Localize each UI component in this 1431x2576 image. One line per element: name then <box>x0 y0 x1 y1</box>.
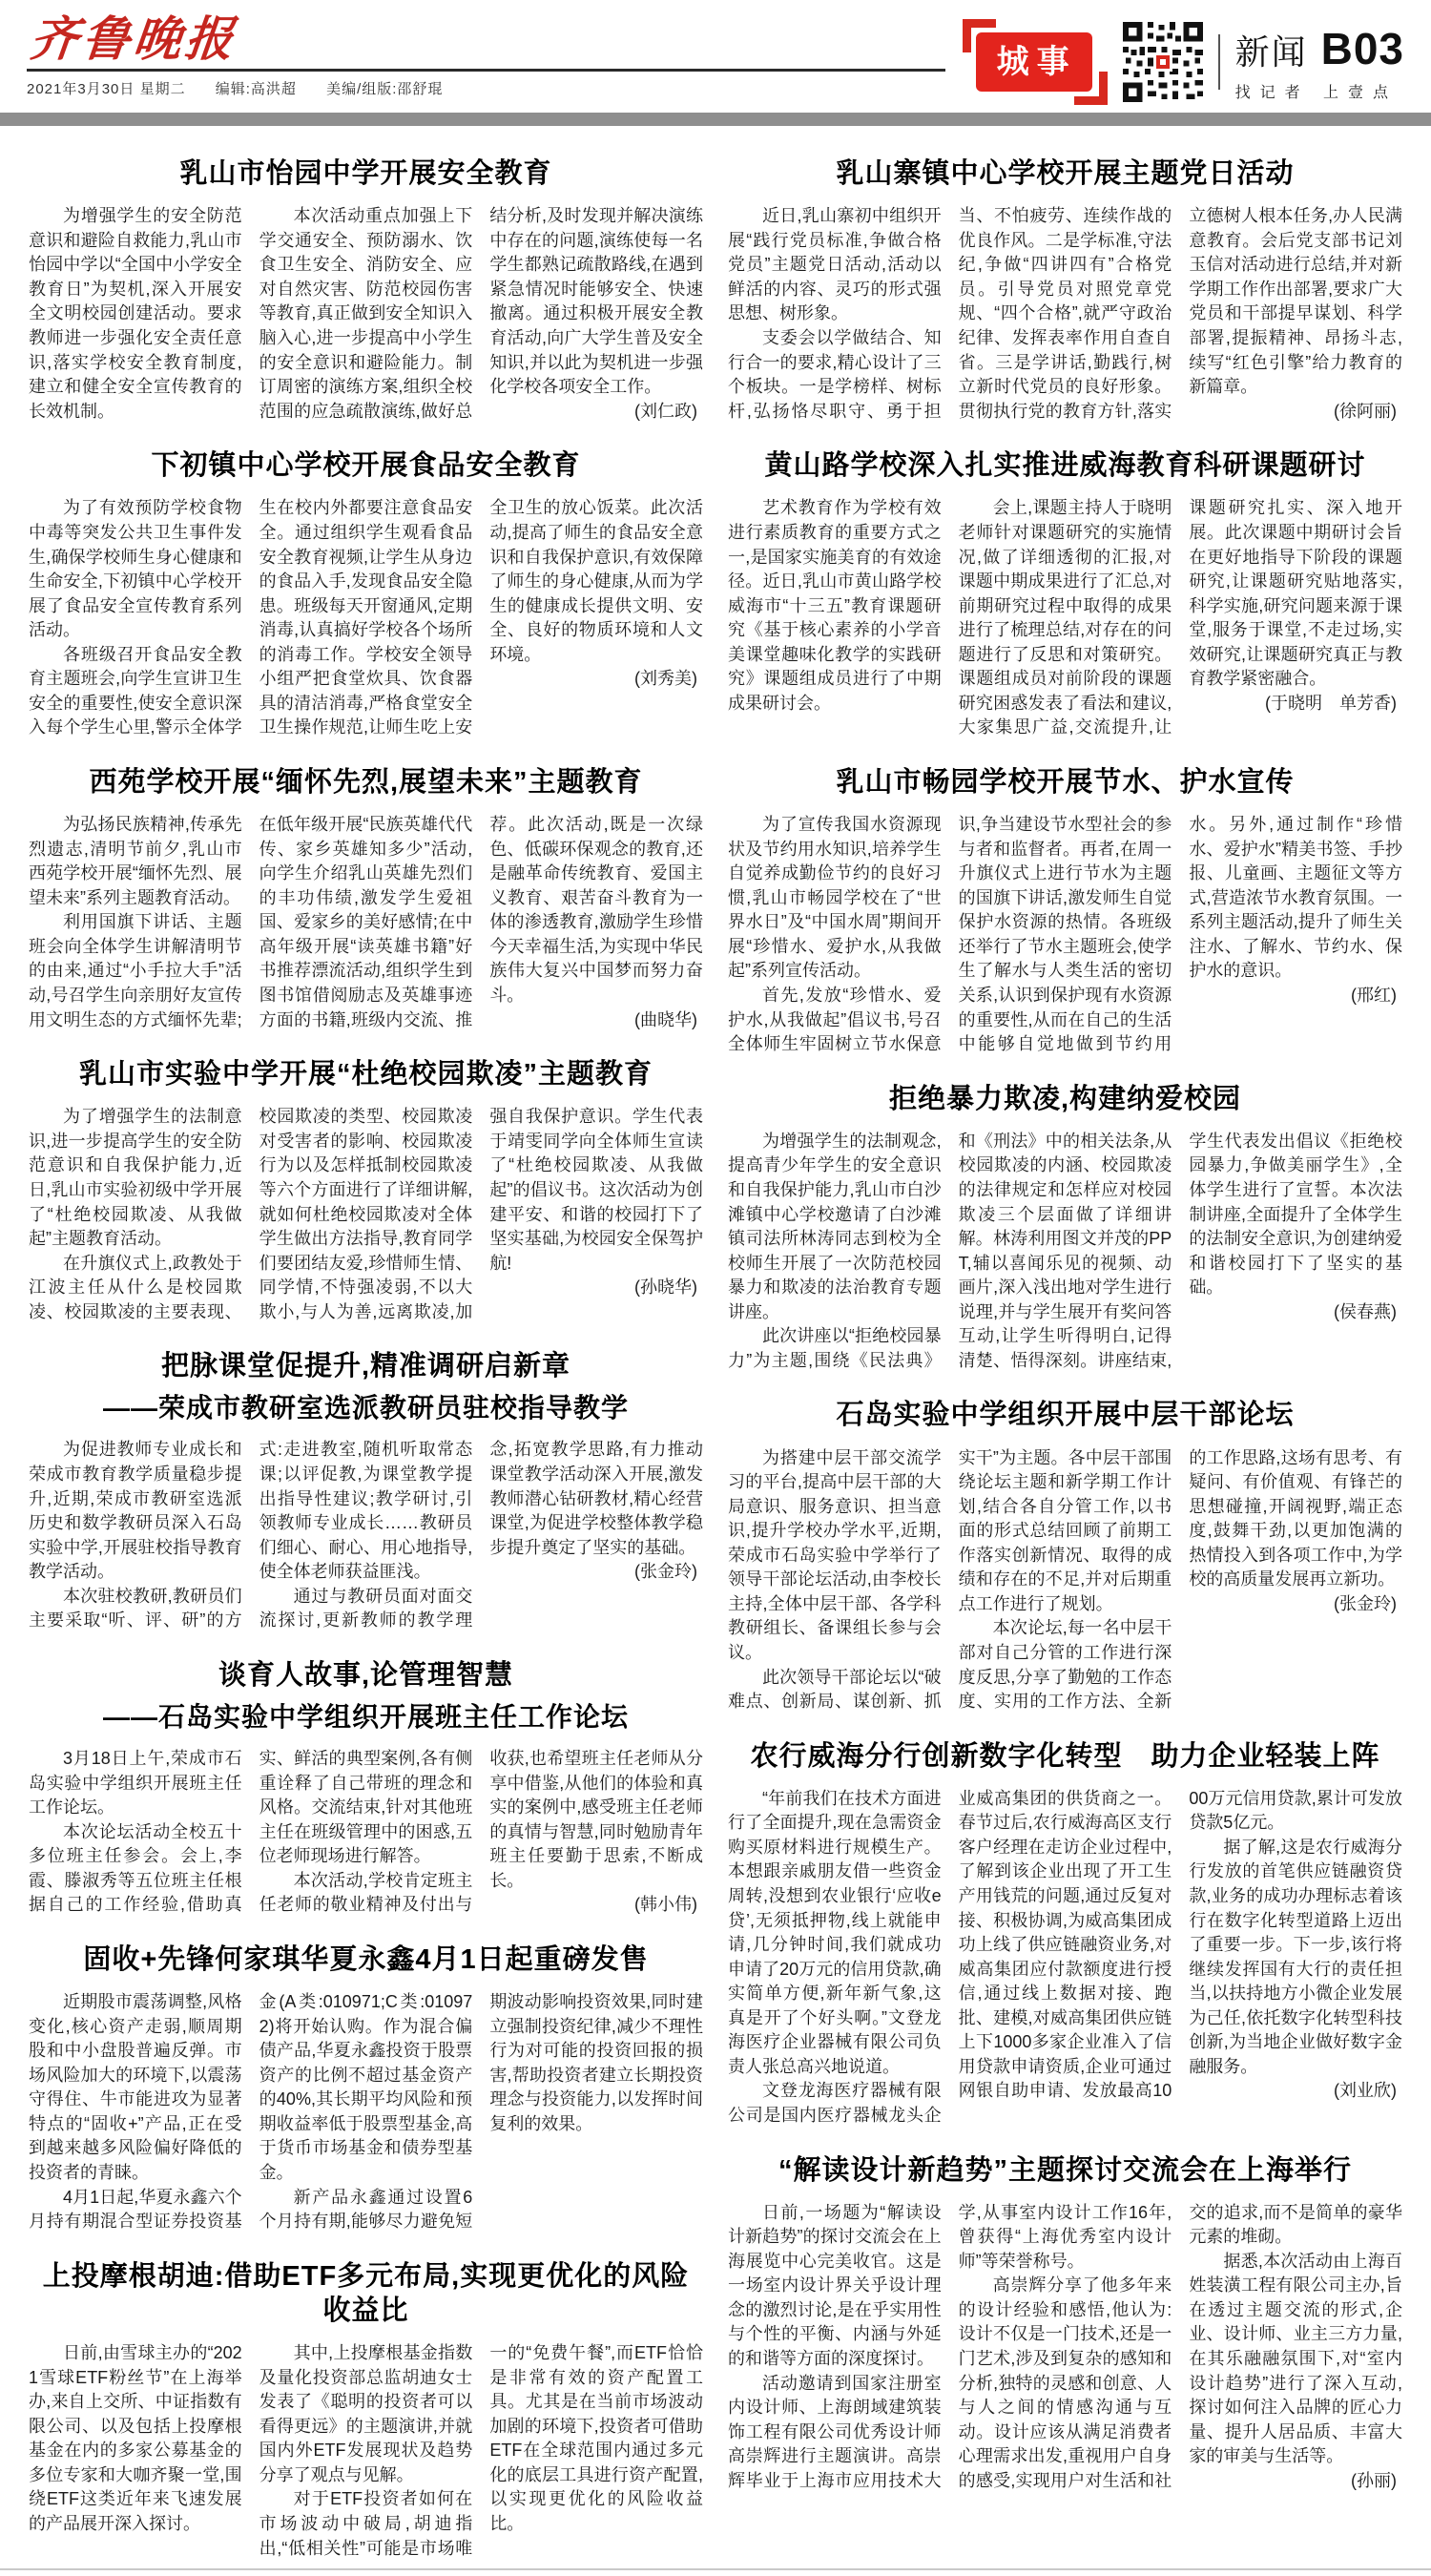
article-signature: (刘秀美) <box>633 669 697 689</box>
layout-editor-text: 美编/组版:邵舒琨 <box>326 81 444 97</box>
article-signature: (刘业欣) <box>1333 2081 1397 2101</box>
article-title: 拒绝暴力欺凌,构建纳爱校园 <box>888 1083 1242 1114</box>
article <box>728 1739 1402 2129</box>
article-paragraph: 为增强学生的安全防范意识和避险自救能力,乳山市怡园中学以“全国中小学安全教育日”为契机,深入开展安全文明校园创建活动。要求教师进一步强化安全责任意识,落实学校安全教育制度,建立和健全安全宣传教育的长效机制。 <box>29 206 242 421</box>
article-paragraph: 此次讲座以“拒绝校园暴力”为主题,围绕《民法典》和《刑法》中的相关法条,从校园欺凌的内涵、校园欺凌的法律规定和怎样应对校园欺凌三个层面做了详细讲解。林涛利用图文并茂的PPT,辅以喜闻乐见的视频、动画片,深入浅出地对学生进行说理,并与学生展开有奖问答互动,让学生听得明白,记得清楚、悟得深刻。讲座结束,学生代表发出倡议《拒绝校园暴力,争做美丽学生》,全体学生进行了宣誓。本次法制讲座,全面提升了全体学生的法制安全意识,为创建纳爱和谐校园打下了坚实的基础。 <box>728 1131 1402 1370</box>
article-signature: (孙晓华) <box>633 1278 697 1298</box>
article-paragraph: 会上,课题主持人于晓明老师针对课题研究的实施情况,做了详细透彻的汇报,对课题中期成果进行了汇总,对前期研究过程中取得的成果进行了梳理总结,对存在的问题进行了反思和对策研究。课题组成员对前阶段的课题研究困惑发表了看法和建议,大家集思广益,交流提升,让课题研究扎实、深入地开展。此次课题中期研讨会旨在更好地指导下阶段的课题研究,让课题研究贴地落实,科学实施,研究问题来源于课堂,服务于课堂,不走过场,实效研究,让课题研究真正与教育教学紧密融合。 <box>958 498 1402 737</box>
article <box>29 1658 703 1918</box>
article-body <box>728 1787 1402 2129</box>
article-body <box>29 813 703 1032</box>
article-body <box>29 1747 703 1918</box>
article-signature: (邢红) <box>1350 985 1397 1005</box>
masthead-right <box>963 11 1404 105</box>
article-signature: (曲晓华) <box>633 1009 697 1029</box>
article-paragraph: 此次领导干部论坛以“破难点、创新局、谋创新、抓实干”为主题。各中层干部围绕论坛主题和新学期工作计划,结合各自分管工作,以书面的形式总结回顾了前期工作落实创新情况、取得的成绩和存在的不足,并对后期重点工作进行了规划。 <box>728 1447 1172 1712</box>
section-badge: 城事 <box>976 32 1092 92</box>
article-paragraph: 新产品永鑫通过设置6个月持有期,能够尽力避免短期波动影响投资效果,同时建立强制投资纪律,减少不理性行为对可能的投资回报的损害,帮助投资者建立长期投资理念与投资能力,以发挥时间复利的效果。 <box>259 1992 703 2232</box>
qr-code-icon <box>1123 22 1203 102</box>
article-title: 乳山市怡园中学开展安全教育 <box>179 158 552 189</box>
article-signature: (张金玲) <box>1333 1593 1397 1613</box>
tagline: 找记者 上壹点 <box>1234 84 1399 101</box>
article-title: 乳山市畅园学校开展节水、护水宣传 <box>836 766 1295 798</box>
article-title: “解读设计新趋势”主题探讨交流会在上海举行 <box>778 2154 1352 2186</box>
article-paragraph: 本次活动,学校肯定班主任老师的敬业精神及付出与收获,也希望班主任老师从分享中借鉴,从他们的体验和真实的案例中,感受班主任老师的真情与智慧,同时勉励青年班主任要勤于思索,不断成长。 <box>259 1749 703 1915</box>
article <box>29 765 703 1032</box>
section-badge-wrap <box>963 19 1108 105</box>
article-title: 固收+先锋何家琪华夏永鑫4月1日起重磅发售 <box>83 1943 649 1975</box>
article-title: 把脉课堂促提升,精准调研启新章 <box>160 1351 571 1382</box>
article-paragraph: 利用国旗下讲话、主题班会向全体学生讲解清明节的由来,通过“小手拉大手”活动,号召学生向亲朋好友宣传用文明生态的方式缅怀先辈;在低年级开展“民族英雄代代传、家乡英雄知多少”活动,向学生介绍乳山英雄先烈们的丰功伟绩,激发学生爱祖国、爱家乡的美好感情;在中高年级开展“读英雄书籍”好书推荐漂流活动,组织学生到图书馆借阅励志及英雄事迹方面的书籍,班级内交流、推荐。此次活动,既是一次绿色、低碳环保观念的教育,还是融革命传统教育、爱国主义教育、艰苦奋斗教育为一体的渗透教育,激励学生珍惜今天幸福生活,为实现中华民族伟大复兴中国梦而努力奋斗。 <box>29 815 703 1029</box>
article-body <box>728 2201 1402 2494</box>
page-info <box>1235 23 1404 102</box>
article-paragraph: 高崇辉分享了他多年来的设计经验和感悟,他认为:设计不仅是一门技术,还是一门艺术,涉及到复杂的感知和分析,独特的灵感和创意、人与人之间的情感沟通与互动。设计应该从满足消费者心理需求出发,重视用户自身的感受,实现用户对生活和社交的追求,而不是简单的豪华元素的堆砌。 <box>958 2202 1402 2490</box>
article-paragraph: 通过与教研员面对面交流探讨,更新教师的教学理念,拓宽教学思路,有力推动课堂教学活动深入开展,激发教师潜心钻研教材,精心经营课堂,为促进学校整体教学稳步提升奠定了坚实的基础。 <box>259 1440 703 1631</box>
article <box>728 2153 1402 2494</box>
article-signature: (侯春燕) <box>1333 1301 1397 1321</box>
article <box>29 2259 703 2561</box>
article-paragraph: 首先,发放“珍惜水、爱护水,从我做起”倡议书,号召全体师生牢固树立节水保意识,争当建设节水型社会的参与者和监督者。再者,在周一升旗仪式上进行节水为主题的国旗下讲话,激发师生自觉保护水资源的热情。各班级还举行了节水主题班会,使学生了解水与人类生活的密切关系,认识到保护现有水资源的重要性,从而在自己的生活中能够自觉地做到节约用水。另外,通过制作“珍惜水、爱护水”精美书签、手抄报、儿童画、主题征文等方式,营造浓节水教育氛围。一系列主题活动,提升了师生关注水、了解水、节约水、保护水的意识。 <box>728 815 1402 1054</box>
article-paragraph: 为弘扬民族精神,传承先烈遗志,清明节前夕,乳山市西苑学校开展“缅怀先烈、展望未来”系列主题教育活动。 <box>29 815 242 907</box>
editor-text: 编辑:高洪超 <box>215 81 297 97</box>
newspaper-logo: 齐鲁晚报 <box>28 12 239 66</box>
paper-body <box>0 126 1431 2576</box>
article <box>728 765 1402 1057</box>
article <box>29 156 703 424</box>
article-title: 上投摩根胡迪:借助ETF多元布局,实现更优化的风险收益比 <box>42 2260 690 2326</box>
article-subtitle: ——荣成市教研室选派教研员驻校指导教学 <box>102 1393 629 1423</box>
article-paragraph: 文登龙海医疗器械有限公司是国内医疗器械龙头企业威高集团的供货商之一。春节过后,农行威海高区支行客户经理在走访企业过程中,了解到该企业出现了开工生产用钱荒的问题,通过反复对接、积极协调,为威高集团成功上线了供应链融资业务,对威高集团应付款额度进行授信,通过线上数据对接、跑批、建模,对威高集团供应链上下1000多家企业准入了信用贷款申请资质,企业可通过网银自助申请、发放最高1000万元信用贷款,累计可发放贷款5亿元。 <box>728 1788 1402 2125</box>
article-paragraph: 本次驻校教研,教研员们主要采取“听、评、研”的方式:走进教室,随机听取常态课;以评促教,为课堂教学提出指导性建议;教学研讨,引领教师专业成长……教研员们细心、耐心、用心地指导,使全体老师获益匪浅。 <box>29 1440 473 1631</box>
article-body <box>29 1105 703 1324</box>
corner-bracket-icon <box>963 19 996 52</box>
article <box>29 1942 703 2234</box>
article-paragraph: 活动邀请到国家注册室内设计师、上海朗域建筑装饰工程有限公司优秀设计师高崇辉进行主题演讲。高崇辉毕业于上海市应用技术大学,从事室内设计工作16年,曾获得“上海优秀室内设计师”等荣誉称号。 <box>728 2202 1172 2490</box>
article <box>728 448 1402 740</box>
article-paragraph: 日前,由雪球主办的“2021雪球ETF粉丝节”在上海举办,来自上交所、中证指数有限公司、以及包括上投摩根基金在内的多家公募基金的多位专家和大咖齐聚一堂,围绕ETF这类近年来飞速发展的产品展开深入探讨。 <box>29 2343 242 2533</box>
section-divider-bar <box>0 113 1431 126</box>
article-body <box>728 1446 1402 1714</box>
article <box>728 156 1402 424</box>
article-body <box>29 1438 703 1632</box>
article-title: 黄山路学校深入扎实推进威海教育科研课题研讨 <box>764 450 1366 482</box>
masthead-left <box>27 11 963 98</box>
article-paragraph: 日前,一场题为“解读设计新趋势”的探讨交流会在上海展览中心完美收官。这是一场室内设计界关乎设计理念的激烈讨论,是在乎实用性与个性的平衡、内涵与外延的和谐等方面的深度探讨。 <box>728 2202 942 2369</box>
article-title: 下初镇中心学校开展食品安全教育 <box>151 450 581 482</box>
article-title: 农行威海分行创新数字化转型 助力企业轻装上阵 <box>750 1740 1380 1772</box>
article-signature: (刘仁政) <box>633 401 697 421</box>
article-subtitle: ——石岛实验中学组织开展班主任工作论坛 <box>102 1702 629 1733</box>
article-title: 乳山寨镇中心学校开展主题党日活动 <box>836 158 1295 189</box>
article-paragraph: 近日,乳山寨初中组织开展“践行党员标准,争做合格党员”主题党日活动,活动以鲜活的内容、灵巧的形式强思想、树形象。 <box>728 206 942 323</box>
footer-rule <box>0 2568 1431 2570</box>
article <box>728 1398 1402 1714</box>
left-column <box>29 132 703 2566</box>
article-paragraph: 本次论坛,每一名中层干部对自己分管的工作进行深度反思,分享了勤勉的工作态度、实用的工作方法、全新的工作思路,这场有思考、有疑问、有价值观、有锋芒的思想碰撞,开阔视野,端正态度,鼓舞干劲,以更加饱满的热情投入到各项工作中,为学校的高质量发展再立新功。 <box>958 1447 1402 1712</box>
article-paragraph: 为促进教师专业成长和荣成市教育教学质量稳步提升,近期,荣成市教研室选派历史和数学教研员深入石岛实验中学,开展驻校指导教育教学活动。 <box>29 1440 242 1582</box>
article-signature: (孙丽) <box>1350 2470 1397 2490</box>
article <box>728 1082 1402 1374</box>
article-paragraph: 为增强学生的法制观念,提高青少年学生的安全意识和自我保护能力,乳山市白沙滩镇中心学校邀请了白沙滩镇司法所林涛同志到校为全校师生开展了一次防范校园暴力和欺凌的法治教育专题讲座。 <box>728 1131 942 1321</box>
article-paragraph: 为了宣传我国水资源现状及节约用水知识,培养学生自觉养成勤俭节约的良好习惯,乳山市畅园学校在了“世界水日”及“中国水周”期间开展“珍惜水、爱护水,从我做起”系列宣传活动。 <box>728 815 942 981</box>
article-signature: (于晓明 单芳香) <box>1264 693 1397 713</box>
article-signature: (张金玲) <box>633 1562 697 1582</box>
article-signature: (徐阿丽) <box>1333 401 1397 421</box>
article-paragraph: 3月18日上午,荣成市石岛实验中学组织开展班主任工作论坛。 <box>29 1749 242 1818</box>
article-paragraph: 对于ETF投资者如何在市场波动中破局,胡迪指出,“低相关性”可能是市场唯一的“免费午餐”,而ETF恰恰是非常有效的资产配置工具。尤其是在当前市场波动加剧的环境下,投资者可借助ETF在全球范围内通过多元化的底层工具进行资产配置,以实现更优化的风险收益比。 <box>259 2343 703 2558</box>
article-signature: (韩小伟) <box>633 1895 697 1915</box>
masthead-rule <box>27 69 945 72</box>
article-paragraph: 支委会以学做结合、知行合一的要求,精心设计了三个板块。一是学榜样、树标杆,弘扬恪尽职守、勇于担当、不怕疲劳、连续作战的优良作风。二是学标准,守法纪,争做“四讲四有”合格党员。引导党员对照党章党规、“四个合格”,就严守政治纪律、发挥表率作用自查自省。三是学讲话,勤践行,树立新时代党员的良好形象。贯彻执行党的教育方针,落实立德树人根本任务,办人民满意教育。会后党支部书记刘玉信对活动进行总结,并对新学期工作作出部署,要求广大党员和干部提早谋划、科学部署,提振精神、昂扬斗志,续写“红色引擎”给力教育的新篇章。 <box>728 206 1402 421</box>
date-text: 2021年3月30日 星期二 <box>27 81 186 97</box>
article <box>29 448 703 740</box>
article-title: 谈育人故事,论管理智慧 <box>218 1659 514 1691</box>
article-body <box>29 1990 703 2233</box>
article-paragraph: 为了有效预防学校食物中毒等突发公共卫生事件发生,确保学校师生身心健康和生命安全,下初镇中心学校开展了食品安全宣传教育系列活动。 <box>29 498 242 640</box>
article-paragraph: 4月1日起,华夏永鑫六个月持有期混合型证券投资基金(A类:010971;C类:010972)将开始认购。作为混合偏债产品,华夏永鑫投资于股票资产的比例不超过基金资产的40%,其长期平均风险和预期收益率低于股票型基金,高于货币市场基金和债券型基金。 <box>29 1992 473 2232</box>
article <box>29 1057 703 1324</box>
article-paragraph: “年前我们在技术方面进行了全面提升,现在急需资金购买原材料进行规模生产。本想跟亲戚朋友借一些资金周转,没想到农业银行‘应收e贷’,无须抵押物,线上就能申请,几分钟时间,我们就成功申请了20万元的信用贷款,确实简单方便,新年新气象,这真是开了个好头啊。”文登龙海医疗企业器械有限公司负责人张总高兴地说道。 <box>728 1788 942 2076</box>
article-body <box>728 813 1402 1056</box>
article-body <box>728 204 1402 424</box>
article-paragraph: 艺术教育作为学校有效进行素质教育的重要方式之一,是国家实施美育的有效途径。近日,乳山市黄山路学校威海市“十三五”教育课题研究《基于核心素养的小学音美课堂趣味化教学的实践研究》课题组成员进行了中期成果研讨会。 <box>728 498 942 713</box>
corner-bracket-icon <box>1074 72 1108 105</box>
article-body <box>29 496 703 739</box>
date-line <box>27 78 963 98</box>
article-body <box>29 2341 703 2561</box>
header-divider <box>1218 34 1220 90</box>
article-title: 西苑学校开展“缅怀先烈,展望未来”主题教育 <box>89 766 643 798</box>
article-body <box>29 204 703 424</box>
article-paragraph: 为搭建中层干部交流学习的平台,提高中层干部的大局意识、服务意识、担当意识,提升学校办学水平,近期,荣成市石岛实验中学举行了领导干部论坛活动,由李校长主持,全体中层干部、各学科教研组长、备课组长参与会议。 <box>728 1447 942 1662</box>
article-body <box>728 1130 1402 1373</box>
article <box>29 1349 703 1633</box>
article-paragraph: 据了解,这是农行威海分行发放的首笔供应链融资贷款,业务的成功办理标志着该行在数字化转型道路上迈出了重要一步。下一步,该行将继续发挥国有大行的责任担当,以扶持地方小微企业发展为己任,依托数字化转型科技创新,为当地企业做好数字金融服务。 <box>1189 1837 1402 2076</box>
article-paragraph: 其中,上投摩根基金指数及量化投资部总监胡迪女士发表了《聪明的投资者可以看得更远》的主题演讲,并就国内外ETF发展现状及趋势分享了观点与见解。 <box>259 2343 473 2484</box>
article-paragraph: 在升旗仪式上,政教处于江波主任从什么是校园欺凌、校园欺凌的主要表现、校园欺凌的类型、校园欺凌对受害者的影响、校园欺凌行为以及怎样抵制校园欺凌等六个方面进行了详细讲解,就如何杜绝校园欺凌对全体学生做出方法指导,教育同学们要团结友爱,珍惜师生情、同学情,不恃强凌弱,不以大欺小,与人为善,远离欺凌,加强自我保护意识。学生代表于靖雯同学向全体师生宣读了“杜绝校园欺凌、从我做起”的倡议书。这次活动为创建平安、和谐的校园打下了坚实基础,为校园安全保驾护航! <box>29 1107 703 1321</box>
section-label: 新闻 <box>1234 31 1308 72</box>
article-paragraph: 本次论坛活动全校五十多位班主任参会。会上,李霞、滕淑秀等五位班主任根据自己的工作经验,借助真实、鲜活的典型案例,各有侧重诠释了自己带班的理念和风格。交流结束,针对其他班主任在班级管理中的困惑,五位老师现场进行解答。 <box>29 1749 473 1915</box>
article-paragraph: 据悉,本次活动由上海百姓装潢工程有限公司主办,旨在透过主题交流的形式,企业、设计师、业主三方力量,在其乐融融氛围下,对“室内设计趋势”进行了深入互动,探讨如何注入品牌的匠心力量、提升人居品质、丰富大家的审美与生活等。 <box>1189 2251 1402 2466</box>
article-paragraph: 各班级召开食品安全教育主题班会,向学生宣讲卫生安全的重要性,使安全意识深入每个学生心里,警示全体学生在校内外都要注意食品安全。通过组织学生观看食品安全教育视频,让学生从身边的食品入手,发现食品安全隐患。班级每天开窗通风,定期消毒,认真搞好学校各个场所的消毒工作。学校安全领导小组严把食堂炊具、饮食器具的清洁消毒,严格食堂安全卫生操作规范,让师生吃上安全卫生的放心饭菜。此次活动,提高了师生的食品安全意识和自我保护意识,有效保障了师生的身心健康,从而为学生的健康成长提供文明、安全、良好的物质环境和人文环境。 <box>29 498 703 737</box>
article-title: 石岛实验中学组织开展中层干部论坛 <box>836 1400 1295 1431</box>
article-title: 乳山市实验中学开展“杜绝校园欺凌”主题教育 <box>78 1059 653 1091</box>
article-body <box>728 496 1402 739</box>
right-column <box>728 132 1402 2566</box>
article-paragraph: 本次活动重点加强上下学交通安全、预防溺水、饮食卫生安全、消防安全、应对自然灾害、防范校园伤害等教育,真正做到安全知识入脑入心,进一步提高中小学生的安全意识和避险能力。制订周密的演练方案,组织全校范围的应急疏散演练,做好总结分析,及时发现并解决演练中存在的问题,演练使每一名学生都熟记疏散路线,在遇到紧急情况时能够安全、快速撤离。通过积极开展安全教育活动,向广大学生普及安全知识,并以此为契机进一步强化学校各项安全工作。 <box>259 206 703 421</box>
article-paragraph: 为了增强学生的法制意识,进一步提高学生的安全防范意识和自我保护能力,近日,乳山市实验初级中学开展了“杜绝校园欺凌、从我做起”主题教育活动。 <box>29 1107 242 1249</box>
article-paragraph: 近期股市震荡调整,风格变化,核心资产走弱,顺周期股和中小盘股普遍反弹。市场风险加大的环境下,以震荡守得住、牛市能进攻为显著特点的“固收+”产品,正在受到越来越多风险偏好降低的投资者的青睐。 <box>29 1992 242 2183</box>
masthead <box>0 0 1431 113</box>
page-number: B03 <box>1320 23 1404 73</box>
